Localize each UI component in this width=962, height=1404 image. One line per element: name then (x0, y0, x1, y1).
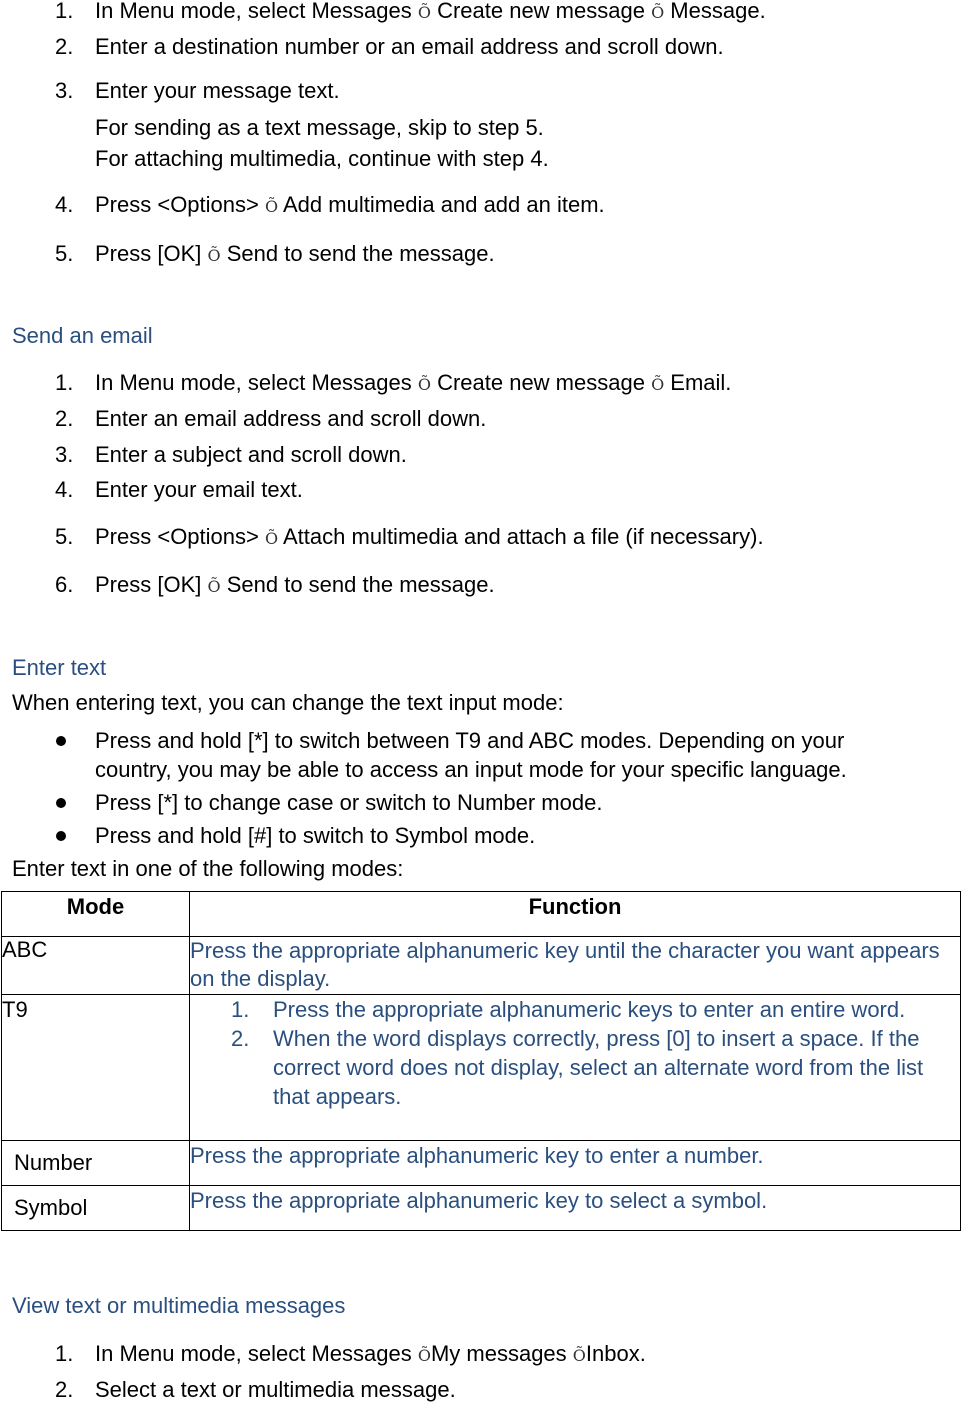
note-text: For sending as a text message, skip to step 5. (95, 115, 544, 140)
bullet-icon (56, 831, 66, 841)
t9-step: 1. Press the appropriate alphanumeric keys to enter an entire word. (231, 997, 906, 1022)
arrow-glyph: Õ (651, 375, 665, 394)
arrow-glyph: Õ (264, 529, 279, 548)
step-number: 4. (55, 192, 74, 217)
column-header-mode: Mode (2, 892, 190, 937)
mode-cell: Symbol (2, 1186, 190, 1231)
modes-table (1, 891, 961, 1231)
function-cell: Press the appropriate alphanumeric key to enter a number. (190, 1141, 961, 1186)
arrow-glyph: Õ (264, 197, 279, 216)
function-cell (190, 995, 961, 1141)
step-number: 5. (55, 524, 74, 549)
mode-cell: Number (2, 1141, 190, 1186)
intro-text: When entering text, you can change the text input mode: (12, 690, 564, 715)
step-text: Press <Options> Õ Add multimedia and add an item. (95, 192, 605, 217)
step-text: Enter a destination number or an email address and scroll down. (95, 34, 724, 59)
function-cell: Press the appropriate alphanumeric key to select a symbol. (190, 1186, 961, 1231)
step-number: 2. (55, 34, 74, 59)
step-number: 1. (55, 0, 74, 23)
section-heading-view: View text or multimedia messages (12, 1293, 346, 1318)
section-heading-email: Send an email (12, 323, 153, 348)
step-number: 2. (55, 1377, 74, 1402)
step-number: 3. (55, 78, 74, 103)
bullet-icon (56, 798, 66, 808)
step-number: 6. (55, 572, 74, 597)
arrow-glyph: Õ (417, 3, 431, 22)
step-text: Select a text or multimedia message. (95, 1377, 456, 1402)
arrow-glyph: Õ (207, 577, 221, 596)
table-row (2, 995, 961, 1141)
column-header-function: Function (190, 892, 961, 937)
section-heading-enter-text: Enter text (12, 655, 107, 680)
t9-steps (190, 995, 960, 1111)
mode-cell: ABC (2, 937, 190, 995)
step-text: In Menu mode, select Messages Õ Create new message Õ Message. (95, 0, 766, 23)
bullet-icon (56, 736, 66, 746)
step-number: 1. (55, 370, 74, 395)
step-text: In Menu mode, select Messages ÕMy messages ÕInbox. (95, 1341, 646, 1366)
mode-cell: T9 (2, 995, 190, 1141)
step-number: 1. (55, 1341, 74, 1366)
table-header-row (2, 892, 961, 937)
arrow-glyph: Õ (651, 3, 665, 22)
step-number: 2. (55, 406, 74, 431)
step-text: Enter an email address and scroll down. (95, 406, 487, 431)
table-intro: Enter text in one of the following modes: (12, 856, 404, 881)
table-row (2, 1186, 961, 1231)
arrow-glyph: Õ (417, 375, 431, 394)
table-row (2, 937, 961, 995)
step-text: In Menu mode, select Messages Õ Create new message Õ Email. (95, 370, 732, 395)
step-text: Press [OK] Õ Send to send the message. (95, 241, 495, 266)
arrow-glyph: Õ (207, 246, 221, 265)
step-text: Enter a subject and scroll down. (95, 442, 407, 467)
step-text: Enter your email text. (95, 477, 303, 502)
note-text: For attaching multimedia, continue with step 4. (95, 146, 549, 171)
step-text: Enter your message text. (95, 78, 340, 103)
t9-step: 2. When the word displays correctly, press [0] to insert a space. If the correct word does not display, select an alternate word from the list that appears. (231, 1026, 924, 1109)
table-row (2, 1141, 961, 1186)
step-number: 4. (55, 477, 74, 502)
step-number: 3. (55, 442, 74, 467)
arrow-glyph: Õ (417, 1346, 431, 1365)
step-text: Press [OK] Õ Send to send the message. (95, 572, 495, 597)
arrow-glyph: Õ (572, 1346, 586, 1365)
step-text: Press <Options> Õ Attach multimedia and attach a file (if necessary). (95, 524, 764, 549)
function-cell: Press the appropriate alphanumeric key until the character you want appears on the display. (190, 937, 961, 995)
step-number: 5. (55, 241, 74, 266)
